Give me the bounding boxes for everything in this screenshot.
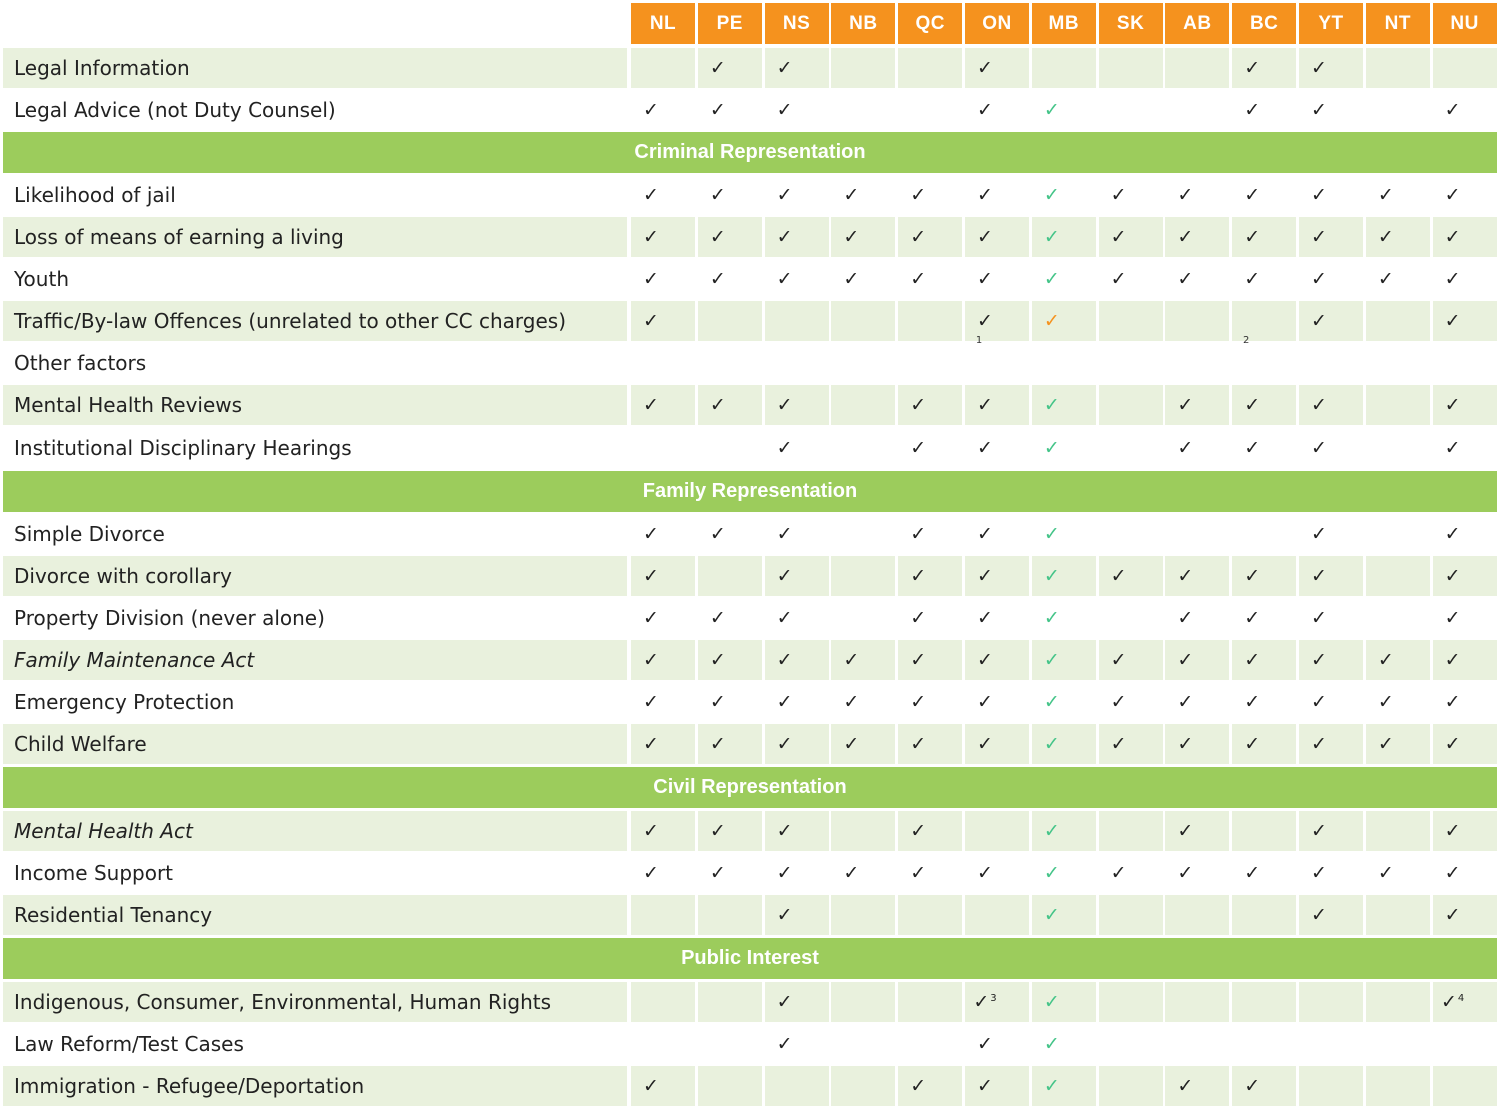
check-icon: ✓ (1110, 862, 1127, 884)
table-row (3, 598, 1497, 638)
check-icon: ✓ (843, 268, 860, 290)
row-label: Institutional Disciplinary Hearings (14, 436, 352, 460)
check-icon: ✓ (1311, 649, 1327, 671)
check-icon: ✓ (1444, 691, 1461, 713)
check-icon: ✓ (1043, 607, 1060, 629)
column-header-nt: NT (1366, 3, 1430, 44)
check-icon: ✓ (1177, 437, 1194, 459)
check-icon: ✓ (709, 394, 726, 416)
check-icon: ✓ (643, 268, 659, 290)
row-label: Divorce with corollary (14, 564, 232, 588)
check-icon: ✓ (1444, 733, 1461, 755)
row-label: Loss of means of earning a living (14, 225, 344, 249)
check-icon: ✓ (910, 565, 927, 587)
table-row (3, 335, 1497, 383)
check-icon: ✓ (1444, 310, 1461, 332)
check-icon: ✓ (1043, 184, 1060, 206)
table-row (3, 982, 1497, 1022)
check-icon: ✓ (643, 649, 659, 671)
check-icon: ✓ (1043, 904, 1060, 926)
section-header: Civil Representation (3, 767, 1497, 808)
row-label: Simple Divorce (14, 522, 165, 546)
table-row (3, 259, 1497, 299)
row-label: Youth (14, 267, 69, 291)
check-icon: ✓ (1043, 691, 1060, 713)
check-icon: ✓ (910, 607, 927, 629)
check-icon: ✓ (1043, 1033, 1060, 1055)
check-icon: ✓ (776, 523, 793, 545)
check-icon: ✓ (1311, 394, 1327, 416)
column-header-on: ON (965, 3, 1029, 44)
check-icon: ✓ (1444, 649, 1461, 671)
section-header: Family Representation (3, 471, 1497, 512)
check-icon: ✓ (709, 226, 726, 248)
check-icon: ✓ (1244, 437, 1261, 459)
check-icon: ✓ (1311, 691, 1327, 713)
check-icon: ✓ (1244, 268, 1261, 290)
check-icon: ✓ (643, 607, 659, 629)
check-icon: ✓ (1043, 268, 1060, 290)
table-row (3, 811, 1497, 851)
check-icon: ✓ (843, 649, 860, 671)
column-header-nl: NL (631, 3, 695, 44)
check-icon: ✓ (1043, 99, 1060, 121)
check-icon: ✓ (1110, 649, 1127, 671)
row-label: Likelihood of jail (14, 183, 176, 207)
check-icon: ✓ (709, 607, 726, 629)
check-icon: ✓ (843, 691, 860, 713)
check-icon: ✓ (977, 437, 993, 459)
table-row (3, 724, 1497, 764)
check-icon: ✓ (843, 226, 860, 248)
check-icon: ✓ (1244, 184, 1261, 206)
footnote-marker: 1 (975, 335, 983, 346)
check-icon: ✓ (709, 184, 726, 206)
check-icon: ✓ (1244, 862, 1261, 884)
check-icon: ✓ (1444, 523, 1461, 545)
check-icon: ✓ (1444, 862, 1461, 884)
check-icon: ✓ (1377, 226, 1394, 248)
check-icon: ✓ (1043, 733, 1060, 755)
check-icon: ✓ (776, 394, 793, 416)
check-icon: ✓ (1177, 862, 1194, 884)
check-icon: ✓ (1110, 268, 1127, 290)
check-icon: ✓ (1244, 99, 1261, 121)
check-icon: ✓ (910, 523, 927, 545)
table-row (3, 1024, 1497, 1064)
check-icon: ✓ (977, 565, 993, 587)
check-icon: ✓ (643, 733, 659, 755)
check-icon: ✓ (1043, 1075, 1060, 1097)
row-label: Property Division (never alone) (14, 606, 325, 630)
check-icon: ✓ (1377, 184, 1394, 206)
column-header-nb: NB (831, 3, 895, 44)
check-icon: ✓ (1043, 565, 1060, 587)
check-icon: ✓ (910, 268, 927, 290)
check-icon: ✓ (709, 523, 726, 545)
check-icon: ✓ (910, 437, 927, 459)
check-icon: ✓ (1177, 184, 1194, 206)
column-header-ns: NS (765, 3, 829, 44)
check-icon: ✓ (910, 862, 927, 884)
check-icon: ✓ (643, 862, 659, 884)
check-icon: ✓ (1177, 649, 1194, 671)
check-icon: ✓ (910, 649, 927, 671)
check-icon: ✓ (1177, 226, 1194, 248)
check-icon: ✓ (1377, 268, 1394, 290)
check-icon: ✓ (643, 310, 659, 332)
check-icon: ✓ (977, 1033, 993, 1055)
table-row (3, 895, 1497, 935)
check-icon: ✓ (910, 691, 927, 713)
check-icon: ✓ (977, 184, 993, 206)
check-icon: ✓ (1444, 437, 1461, 459)
row-label: Indigenous, Consumer, Environmental, Human Rights (14, 990, 552, 1014)
check-icon: ✓ (977, 523, 993, 545)
check-icon: ✓ (776, 607, 793, 629)
row-label: Legal Advice (not Duty Counsel) (14, 98, 336, 122)
check-icon: ✓ (776, 991, 793, 1013)
check-icon: ✓ (643, 565, 659, 587)
check-icon: ✓ (1043, 649, 1060, 671)
check-icon: ✓ (1177, 607, 1194, 629)
check-icon: ✓ (1177, 691, 1194, 713)
table-row (3, 48, 1497, 88)
column-header-qc: QC (898, 3, 962, 44)
row-label: Income Support (14, 861, 174, 885)
check-icon: ✓ (1110, 184, 1127, 206)
check-icon: ✓ (643, 184, 659, 206)
check-icon: ✓ (1444, 565, 1461, 587)
check-icon: ✓ (1444, 268, 1461, 290)
table-row (3, 1066, 1497, 1106)
row-label: Residential Tenancy (14, 903, 213, 927)
check-icon: ✓ (643, 99, 659, 121)
column-header-sk: SK (1099, 3, 1163, 44)
table-row (3, 385, 1497, 425)
check-icon: ✓ (1311, 565, 1327, 587)
check-icon: ✓ (1311, 268, 1327, 290)
section-header: Criminal Representation (3, 132, 1497, 173)
column-header-ab: AB (1165, 3, 1229, 44)
check-icon: ✓ (643, 691, 659, 713)
check-icon: ✓ (1311, 733, 1327, 755)
check-icon: ✓ (1244, 733, 1261, 755)
row-label: Family Maintenance Act (14, 648, 255, 672)
check-icon: ✓ (1043, 437, 1060, 459)
check-icon: ✓ (910, 394, 927, 416)
table-row (3, 682, 1497, 722)
check-icon: ✓ (776, 820, 793, 842)
check-icon: ✓ (643, 820, 659, 842)
check-icon: ✓ (843, 733, 860, 755)
column-header-nu: NU (1433, 3, 1497, 44)
check-icon: ✓ (643, 226, 659, 248)
check-icon: ✓ (1311, 437, 1327, 459)
column-header-yt: YT (1299, 3, 1363, 44)
check-icon: ✓ (1244, 1075, 1261, 1097)
table-row (3, 217, 1497, 257)
check-icon: ✓ (709, 820, 726, 842)
check-icon: ✓ (776, 904, 793, 926)
table-row (3, 175, 1497, 215)
check-icon: ✓ (1177, 1075, 1194, 1097)
check-icon: ✓ (709, 99, 726, 121)
check-icon: ✓ (977, 649, 993, 671)
check-icon: ✓ (643, 1075, 659, 1097)
check-icon: ✓ (1311, 904, 1327, 926)
footnote-marker: 2 (1243, 335, 1250, 346)
check-icon: ✓ (1311, 310, 1327, 332)
check-icon: ✓ $^3$ (973, 991, 997, 1013)
check-icon: ✓ (709, 733, 726, 755)
check-icon: ✓ (910, 226, 927, 248)
row-label: Law Reform/Test Cases (14, 1032, 244, 1056)
check-icon: ✓ (776, 649, 793, 671)
check-icon: ✓ (776, 733, 793, 755)
check-icon: ✓ (977, 691, 993, 713)
check-icon: ✓ (1444, 820, 1461, 842)
check-icon: ✓ (1043, 310, 1060, 332)
check-icon: ✓ (910, 184, 927, 206)
check-icon: ✓ (1244, 565, 1261, 587)
check-icon: ✓ (1311, 99, 1327, 121)
check-icon: ✓ (1177, 565, 1194, 587)
column-header-bc: BC (1232, 3, 1296, 44)
row-label: Child Welfare (14, 732, 147, 756)
check-icon: ✓ (1110, 565, 1127, 587)
check-icon: ✓ (1377, 733, 1394, 755)
check-icon: ✓ (1311, 226, 1327, 248)
check-icon: ✓ (1311, 523, 1327, 545)
section-header: Public Interest (3, 938, 1497, 979)
table-row (3, 428, 1497, 468)
check-icon: ✓ (977, 394, 993, 416)
check-icon: ✓ $^4$ (1440, 991, 1465, 1013)
check-icon: ✓ (977, 57, 993, 79)
check-icon: ✓ (1377, 862, 1394, 884)
check-icon: ✓ (977, 733, 993, 755)
check-icon: ✓ (709, 649, 726, 671)
check-icon: ✓ (1244, 226, 1261, 248)
check-icon: ✓ (776, 99, 793, 121)
footnote-marker: 4 (1457, 992, 1465, 1004)
check-icon: ✓ (1177, 268, 1194, 290)
check-icon: ✓ (643, 523, 659, 545)
table-row (3, 90, 1497, 130)
check-icon: ✓ (1311, 607, 1327, 629)
check-icon: ✓ (709, 268, 726, 290)
check-icon: ✓ (1043, 991, 1060, 1013)
check-icon: ✓ (1177, 394, 1194, 416)
check-icon: ✓ (1244, 394, 1261, 416)
row-label: Legal Information (14, 56, 190, 80)
row-label: Traffic/By-law Offences (unrelated to other CC charges) (14, 309, 566, 333)
check-icon: ✓ (1043, 862, 1060, 884)
column-header-mb: MB (1032, 3, 1096, 44)
check-icon: ✓ (1043, 820, 1060, 842)
check-icon: ✓ (1177, 820, 1194, 842)
check-icon: ✓ (910, 820, 927, 842)
check-icon: ✓ (776, 184, 793, 206)
row-label: Mental Health Act (14, 819, 193, 843)
table-row (3, 514, 1497, 554)
check-icon: ✓ (1444, 394, 1461, 416)
check-icon: ✓ (709, 691, 726, 713)
check-icon: ✓ (977, 862, 993, 884)
check-icon: ✓ (709, 862, 726, 884)
check-icon: ✓ (977, 268, 993, 290)
check-icon: ✓ (1177, 733, 1194, 755)
check-icon: ✓ (1110, 691, 1127, 713)
check-icon: ✓ (1110, 733, 1127, 755)
row-label: Mental Health Reviews (14, 393, 243, 417)
check-icon: ✓ (776, 437, 793, 459)
check-icon: ✓ (1311, 862, 1327, 884)
check-icon: ✓ (1244, 607, 1261, 629)
check-icon: ✓ (1043, 523, 1060, 545)
check-icon: ✓ (776, 862, 793, 884)
check-icon: ✓ (843, 184, 860, 206)
table-row (3, 640, 1497, 680)
column-header-pe: PE (698, 3, 762, 44)
row-label: Other factors (14, 351, 147, 375)
row-label: Emergency Protection (14, 690, 235, 714)
check-icon: ✓ (709, 57, 726, 79)
check-icon: ✓ (977, 226, 993, 248)
check-icon: ✓ (1244, 649, 1261, 671)
check-icon: ✓ (843, 862, 860, 884)
check-icon: ✓ (776, 226, 793, 248)
check-icon: ✓ (1444, 226, 1461, 248)
check-icon: ✓ (1444, 607, 1461, 629)
check-icon: ✓ (776, 691, 793, 713)
check-icon: ✓ (977, 99, 993, 121)
check-icon: ✓ (910, 1075, 927, 1097)
check-icon: ✓ (1043, 394, 1060, 416)
check-icon: ✓ (1043, 226, 1060, 248)
check-icon: ✓ (977, 1075, 993, 1097)
check-icon: ✓ (1244, 57, 1261, 79)
check-icon: ✓ (1444, 184, 1461, 206)
table-row (3, 853, 1497, 893)
check-icon: ✓ (977, 607, 993, 629)
row-label: Immigration - Refugee/Deportation (14, 1074, 365, 1098)
check-icon: ✓ (1311, 820, 1327, 842)
check-icon: ✓ (1377, 691, 1394, 713)
check-icon: ✓ (1311, 57, 1327, 79)
footnote-marker: 3 (990, 992, 997, 1004)
check-icon: ✓ (1244, 691, 1261, 713)
check-icon: ✓ (1377, 649, 1394, 671)
check-icon: ✓ (977, 310, 993, 332)
check-icon: ✓ (1110, 226, 1127, 248)
check-icon: ✓ (1311, 184, 1327, 206)
check-icon: ✓ (776, 57, 793, 79)
check-icon: ✓ (776, 565, 793, 587)
check-icon: ✓ (776, 1033, 793, 1055)
check-icon: ✓ (643, 394, 659, 416)
check-icon: ✓ (776, 268, 793, 290)
check-icon: ✓ (1444, 99, 1461, 121)
table-row (3, 556, 1497, 596)
check-icon: ✓ (1444, 904, 1461, 926)
check-icon: ✓ (910, 733, 927, 755)
